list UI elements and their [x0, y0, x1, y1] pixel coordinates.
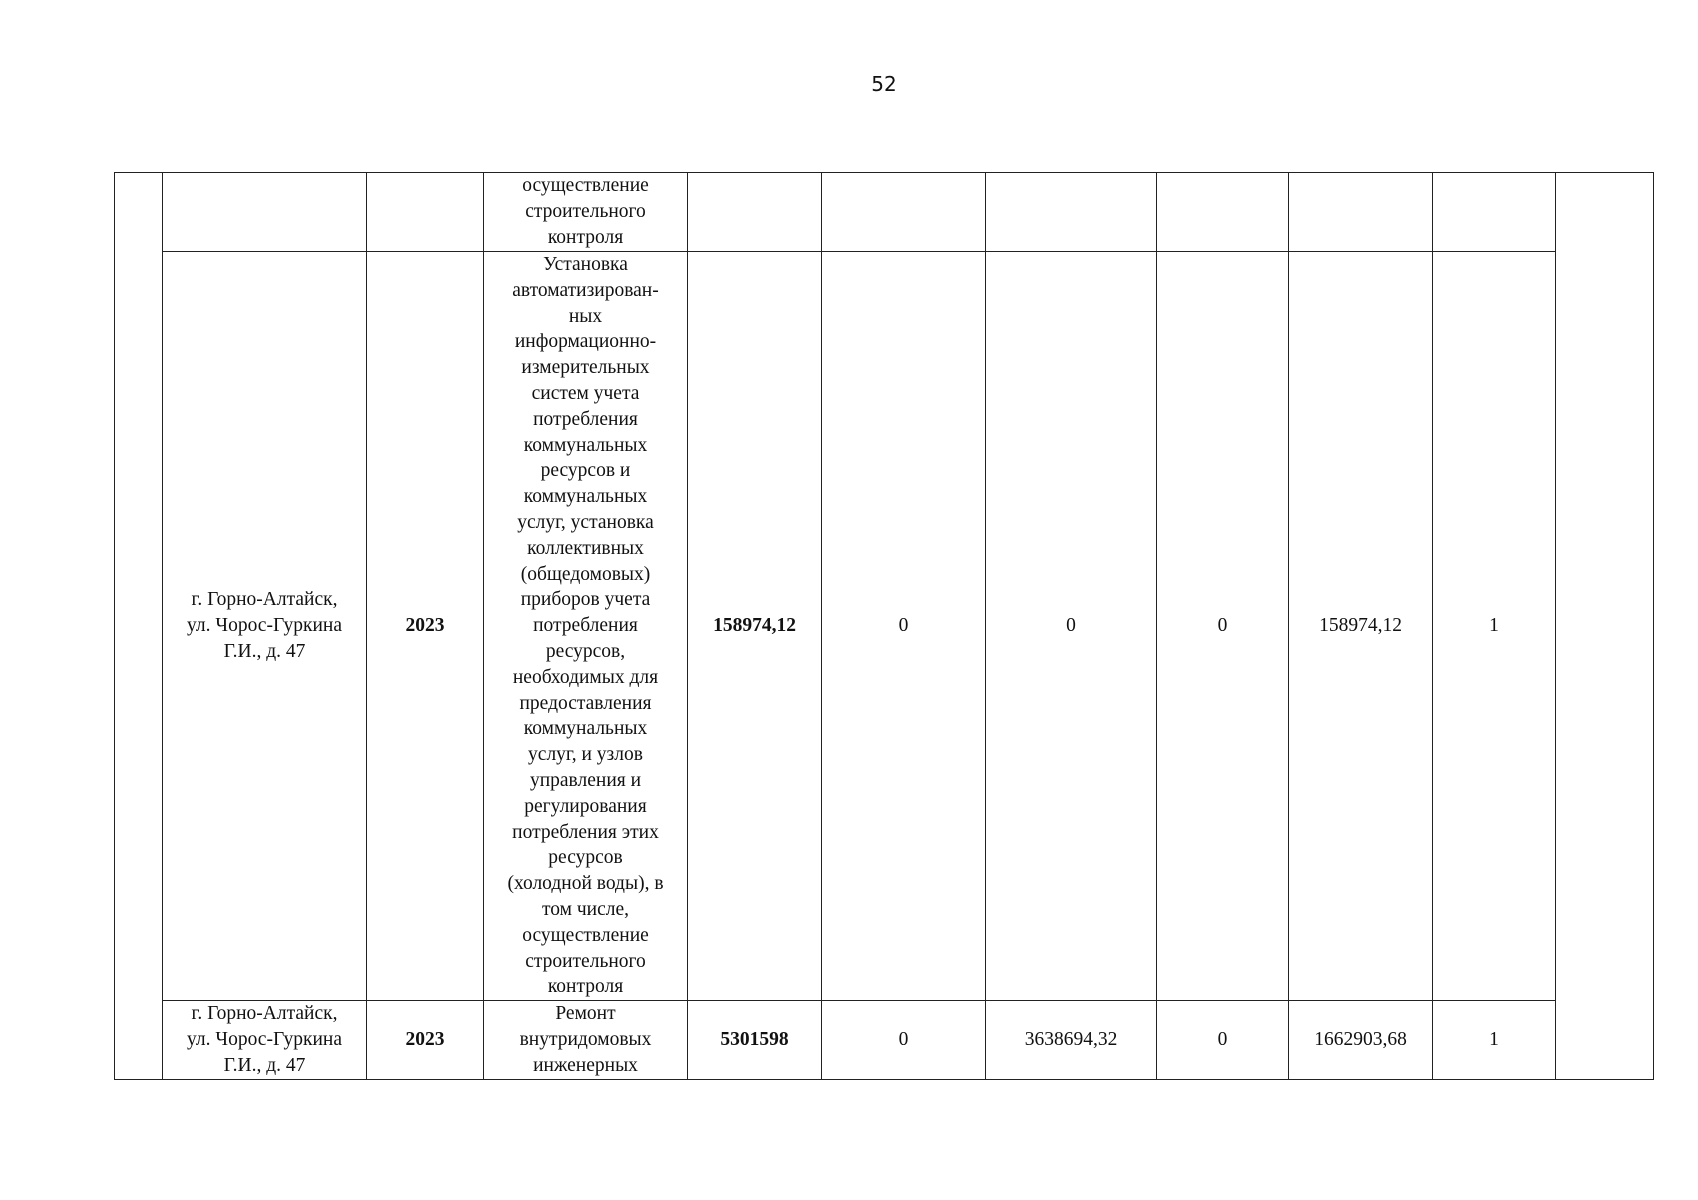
- table-row: [115, 1001, 1654, 1079]
- total-cost-cell: 5301598: [688, 1001, 822, 1079]
- address-cell: г. Горно-Алтайск, ул. Чорос-Гуркина Г.И., д. 47: [163, 1001, 367, 1079]
- work-type-cell: Установка автоматизирован- ных информационно- измерительных систем учета потребления коммунальных ресурсов и коммунальных услуг, установка коллективных (общедомовых) приборов учета потребления ресурсов, необходимых для предоставления коммунальных услуг, и узлов управления и регулирования потребления этих ресурсов (холодной воды), в том числе, осуществление строительного контроля: [484, 252, 688, 1001]
- table-row: [115, 173, 1654, 252]
- page-number: 52: [871, 72, 897, 96]
- address-cell: г. Горно-Алтайск, ул. Чорос-Гуркина Г.И., д. 47: [163, 252, 367, 1001]
- works-table: [114, 172, 1654, 1080]
- work-type-cell: Ремонт внутридомовых инженерных: [484, 1001, 688, 1079]
- address-cell: [163, 173, 367, 252]
- local-budget-cell: 0: [1157, 252, 1289, 1001]
- work-type-cell: осуществление строительного контроля: [484, 173, 688, 252]
- year-cell: 2023: [367, 252, 484, 1001]
- owners-funds-cell: [1289, 173, 1433, 252]
- year-cell: 2023: [367, 1001, 484, 1079]
- total-cost-cell: 158974,12: [688, 252, 822, 1001]
- row-number-cell: [115, 173, 163, 1080]
- local-budget-cell: [1157, 173, 1289, 252]
- fund-cell: 0: [822, 1001, 986, 1079]
- total-cost-cell: [688, 173, 822, 252]
- last-column-cell: [1556, 173, 1654, 1080]
- local-budget-cell: 0: [1157, 1001, 1289, 1079]
- count-cell: 1: [1433, 252, 1556, 1001]
- budget-cell: [986, 173, 1157, 252]
- fund-cell: [822, 173, 986, 252]
- year-cell: [367, 173, 484, 252]
- budget-cell: 0: [986, 252, 1157, 1001]
- table-row: [115, 252, 1654, 1001]
- count-cell: [1433, 173, 1556, 252]
- fund-cell: 0: [822, 252, 986, 1001]
- count-cell: 1: [1433, 1001, 1556, 1079]
- owners-funds-cell: 1662903,68: [1289, 1001, 1433, 1079]
- budget-cell: 3638694,32: [986, 1001, 1157, 1079]
- owners-funds-cell: 158974,12: [1289, 252, 1433, 1001]
